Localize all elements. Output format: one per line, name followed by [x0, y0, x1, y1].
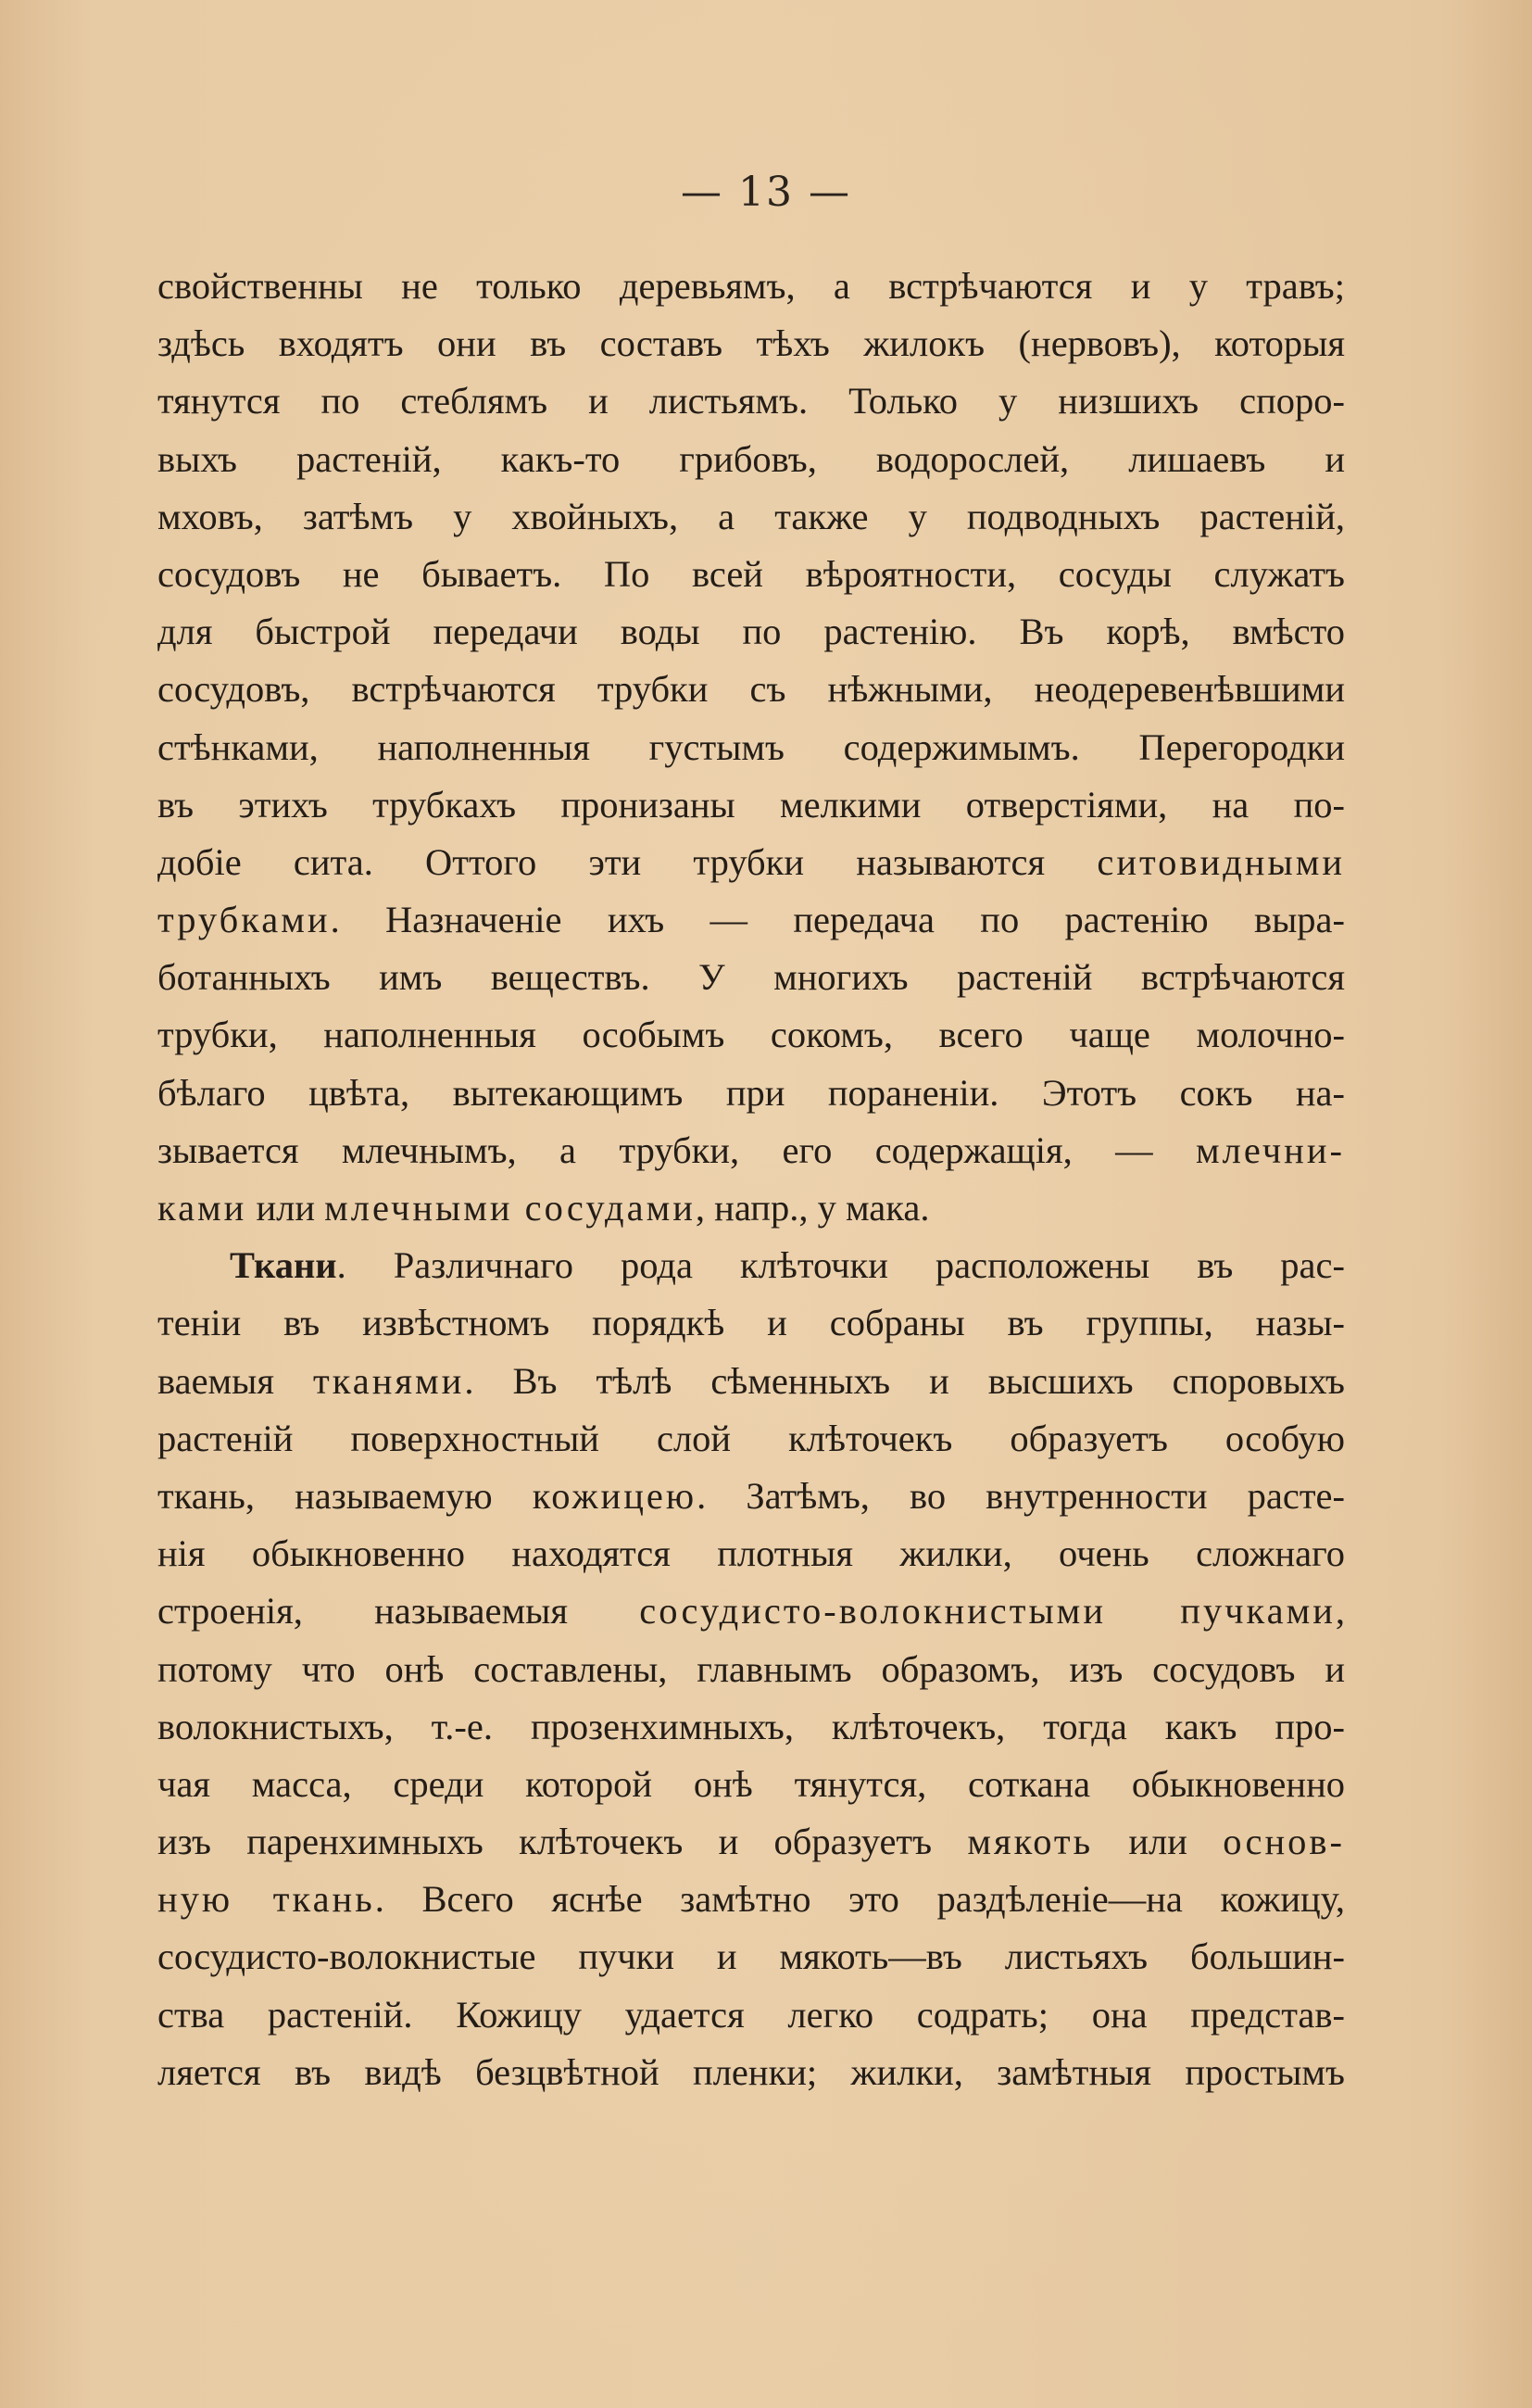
text-segment: сосудовъ не бываетъ. По всей вѣроятности, сосуды служатъ: [157, 552, 1345, 595]
text-line: [157, 776, 1345, 834]
text-segment: строенія, называемыя: [157, 1590, 640, 1633]
text-segment: мховъ, затѣмъ у хвойныхъ, а также у подводныхъ растеній,: [157, 495, 1345, 537]
text-segment: сосудовъ, встрѣчаются трубки съ нѣжными, неодеревенѣвшими: [157, 668, 1345, 711]
text-line: [157, 1179, 1345, 1237]
text-segment: . Въ тѣлѣ сѣменныхъ и высшихъ споровыхъ: [464, 1359, 1345, 1402]
text-segment: ,: [1335, 1590, 1345, 1633]
text-line: [157, 1468, 1345, 1525]
text-segment: , напр., у мака.: [695, 1187, 930, 1229]
text-line: [157, 2044, 1345, 2101]
emphasized-term: основ-: [1223, 1821, 1345, 1863]
text-segment: ства растеній. Кожицу удается легко содрать; она представ-: [157, 1993, 1345, 2036]
text-segment: . Всего яснѣе замѣтно это раздѣленіе—на кожицу,: [374, 1878, 1345, 1921]
emphasized-term: сосудисто-волокнистыми пучками: [639, 1590, 1336, 1633]
text-segment: растеній поверхностный слой клѣточекъ образуетъ особую: [157, 1417, 1345, 1459]
text-line: [157, 1294, 1345, 1352]
text-segment: трубки, наполненныя особымъ сокомъ, всего чаще молочно-: [157, 1014, 1345, 1056]
body-text: [157, 258, 1345, 2101]
text-segment: свойственны не только деревьямъ, а встрѣчаются и у травъ;: [157, 265, 1345, 307]
text-line: [157, 1928, 1345, 1986]
page-number: — 13 —: [681, 169, 851, 216]
text-line: [157, 1986, 1345, 2044]
text-segment: ботанныхъ имъ веществъ. У многихъ растеній встрѣчаются: [157, 956, 1345, 999]
text-line: [157, 1525, 1345, 1582]
emphasized-term: кожицею: [532, 1474, 697, 1517]
emphasized-term: тканями: [313, 1359, 465, 1402]
emphasized-term: ками: [157, 1187, 247, 1229]
text-line: [157, 1756, 1345, 1813]
text-segment: стѣнками, наполненныя густымъ содержимымъ. Перегородки: [157, 725, 1345, 768]
text-segment: зывается млечнымъ, а трубки, его содержащія, —: [157, 1128, 1196, 1171]
text-segment: ляется въ видѣ безцвѣтной пленки; жилки, замѣтныя простымъ: [157, 2050, 1345, 2093]
text-segment: или: [246, 1187, 325, 1229]
text-segment: потому что онѣ составлены, главнымъ образомъ, изъ сосудовъ и: [157, 1647, 1345, 1690]
emphasized-term: трубками: [157, 899, 331, 941]
text-line: [157, 949, 1345, 1006]
text-line: [157, 1410, 1345, 1468]
emphasized-term: млечными сосудами: [324, 1187, 696, 1229]
text-line: [157, 719, 1345, 776]
text-line: [157, 431, 1345, 488]
text-segment: волокнистыхъ, т.-е. прозенхимныхъ, клѣточекъ, тогда какъ про-: [157, 1705, 1345, 1747]
text-segment: выхъ растеній, какъ-то грибовъ, водорослей, лишаевъ и: [157, 437, 1345, 480]
text-segment: для быстрой передачи воды по растенію. Въ корѣ, вмѣсто: [157, 611, 1345, 653]
text-segment: . Различнаго рода клѣточки расположены въ рас-: [336, 1244, 1345, 1287]
text-line: [157, 488, 1345, 546]
text-line: [157, 1641, 1345, 1698]
text-segment: . Затѣмъ, во внутренности расте-: [697, 1474, 1345, 1517]
text-segment: изъ паренхимныхъ клѣточекъ и образуетъ: [157, 1821, 968, 1863]
text-segment: въ этихъ трубкахъ пронизаны мелкими отверстіями, на по-: [157, 783, 1345, 826]
text-line: [157, 1065, 1345, 1122]
text-line: [157, 834, 1345, 891]
text-line: [157, 891, 1345, 949]
text-line: [157, 603, 1345, 661]
text-segment: ткань, называемую: [157, 1474, 533, 1517]
emphasized-term: ситовидными: [1097, 840, 1345, 883]
text-segment: или: [1093, 1821, 1224, 1863]
text-line: [157, 546, 1345, 603]
emphasized-term: ную ткань: [157, 1878, 375, 1921]
emphasized-term: млечни-: [1195, 1128, 1345, 1171]
text-line: [157, 1006, 1345, 1064]
text-segment: добіе сита. Оттого эти трубки называются: [157, 840, 1098, 883]
text-line: [157, 258, 1345, 315]
text-line: [157, 372, 1345, 430]
text-line: [157, 1582, 1345, 1640]
text-segment: ваемыя: [157, 1359, 314, 1402]
text-line: [157, 661, 1345, 718]
text-line: [157, 1698, 1345, 1756]
text-line: [157, 1813, 1345, 1871]
text-segment: нія обыкновенно находятся плотныя жилки, очень сложнаго: [157, 1532, 1345, 1575]
text-segment: сосудисто-волокнистые пучки и мякоть—въ листьяхъ большин-: [157, 1935, 1345, 1978]
emphasized-term: мякоть: [967, 1821, 1094, 1863]
text-line: [157, 1237, 1345, 1294]
text-segment: чая масса, среди которой онѣ тянутся, соткана обыкновенно: [157, 1762, 1345, 1805]
text-segment: тянутся по стеблямъ и листьямъ. Только у низшихъ споро-: [157, 380, 1345, 422]
text-line: [157, 315, 1345, 372]
text-segment: . Назначеніе ихъ — передача по растенію выра-: [330, 899, 1345, 941]
section-heading: Ткани: [230, 1244, 337, 1287]
text-segment: здѣсь входятъ они въ составъ тѣхъ жилокъ (нервовъ), которыя: [157, 322, 1345, 365]
text-line: [157, 1871, 1345, 1928]
text-line: [157, 1122, 1345, 1179]
text-segment: бѣлаго цвѣта, вытекающимъ при пораненіи. Этотъ сокъ на-: [157, 1071, 1345, 1114]
text-line: [157, 1353, 1345, 1410]
text-segment: теніи въ извѣстномъ порядкѣ и собраны въ группы, назы-: [157, 1302, 1345, 1344]
